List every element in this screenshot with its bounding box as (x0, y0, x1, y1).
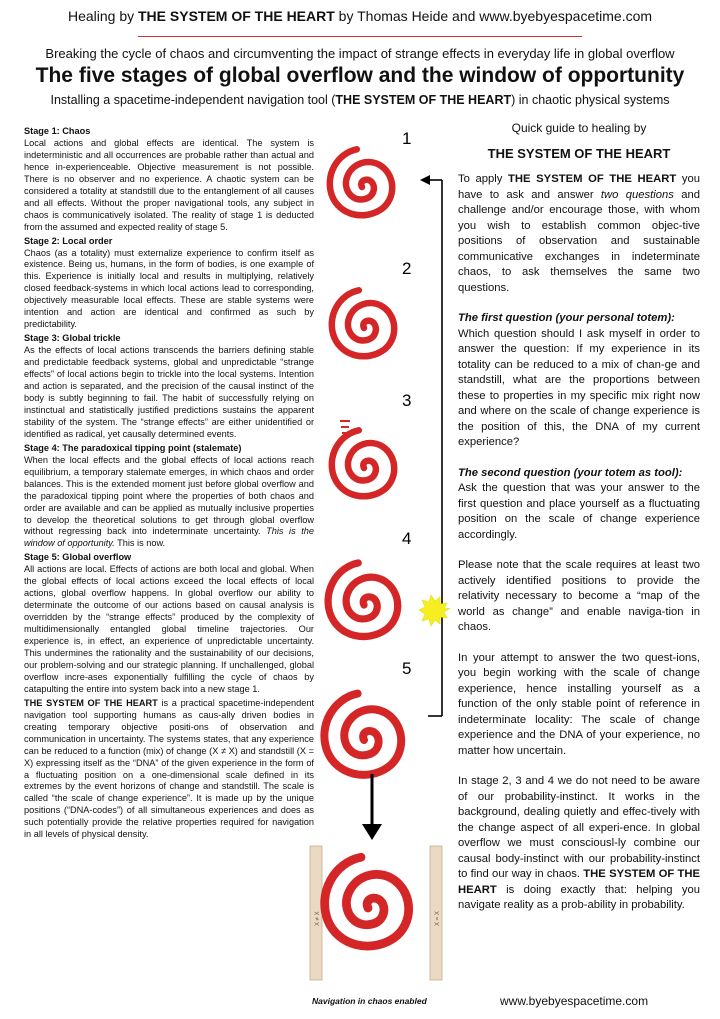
stages-graphic (315, 118, 456, 926)
stage-4-text: When the local effects and the global effects of local actions reach equilibrium, a temporary stalemate emerges, in which chaos and order balances. This is the extended moment just before global overflow and the paradoxical tipping point where the properties of both chaos and order are available and can be applied as mutually inclusive properties to develop the theoretical solutions to get through global overflow without regressing back into indeterminate uncertainty. (24, 454, 314, 537)
system-name: THE SYSTEM OF THE HEART (24, 697, 158, 708)
stage-1-body: Local actions and global effects are identical. The system is indeterministic and all occurrences are probable rather than actual and hence in-experienceable. Objective measurement is not possible. There is no observer and no experience. A chaotic system can be considered a totality at standstill due to the entanglement of all causes and all effects. Without the proper navigational tools, any subject in chaos is communicatively isolated. The reality of stage 1 is deducted from the assumed and expected reality of stage 5. (24, 137, 314, 232)
second-question (458, 466, 700, 544)
stage-2-body: Chaos (as a totality) must externalize experience to confirm itself as existence. Being us, humans, in the form of bodies, is one example of this. Experience is initially local and results in multiplying, relatively closed feedback-systems in which local actions lead to corresponding, objectively measurable local effects. These are stable systems were intention and action are identical and confirmed as such by predictability. (24, 247, 314, 330)
header-bold: THE SYSTEM OF THE HEART (138, 8, 335, 24)
spiral-stage-4 (328, 563, 398, 637)
install-line (0, 93, 720, 107)
stage-number-2: 2 (402, 259, 412, 278)
intro-bold: THE SYSTEM OF THE HEART (508, 173, 677, 185)
first-question-heading: The first question (your personal totem): (458, 312, 675, 324)
footer-url: www.byebyespacetime.com (500, 994, 649, 1008)
intro-italic: two questions (600, 188, 674, 201)
page-title: The five stages of global overflow and the window of opportunity (35, 64, 685, 87)
scale-label-standstill: X = X (435, 911, 441, 926)
header-pre: Healing by (67, 8, 138, 24)
intro-paragraph (458, 172, 700, 296)
stage-4-after: This is now. (117, 538, 166, 549)
stage-3-body: As the effects of local actions transcends the barriers defining stable and predictable feedback systems, global and unpredictable “strange effects” of local actions begin to trickle into the local systems. Intention and action is separated, and the precision of the causal instinct of the body is subtly beginning to fail. The habit of successfully relying on instinctual and statistically justified predictions sustains the apparent stability of the system. The “strange effects” are either unidentified or identified as radical, yet causally determined events. (24, 345, 314, 439)
feedback-arrow (420, 175, 430, 185)
note-paragraph: Please note that the scale requires at least two actively identified positions to provide the relativity necessary to become a “map of the world as change” and enable naviga-tion in chaos. (458, 559, 700, 633)
scale-label-change: X ≠ X (315, 911, 321, 926)
burst-icon (419, 595, 450, 626)
stage-4-body (24, 455, 314, 551)
quick-guide-subtitle: THE SYSTEM OF THE HEART (487, 145, 671, 161)
intro-pre: To apply (458, 173, 509, 185)
attempt-paragraph: In your attempt to answer the two quest-ions, you begin working with the scale of change experience, hence installing yourself as a function of the only stable point of reference in indeterminate locality: The scale of change experience and the DNA of your experience, no matter how uncertain. (458, 651, 700, 757)
install-pre: Installing a spacetime-independent navigation tool ( (50, 93, 336, 107)
stages-paragraph (458, 774, 700, 914)
stage-number-1: 1 (402, 129, 412, 148)
second-question-heading: The second question (your totem as tool): (458, 466, 683, 479)
spiral-stage-3 (332, 430, 394, 496)
system-description (24, 698, 314, 841)
navigation-caption: Navigation in chaos enabled (312, 996, 427, 1006)
stages-column (24, 124, 314, 841)
spiral-navigation (325, 857, 409, 946)
system-text: is a practical spacetime-independent navigation tool supporting humans as caus-ally driven bodies in creating temporary objective positi-ons of observation and communication in uncertainty. The systems states, that any experience can be reduced to a function (mix) of change (X ≠ X) and standstill (X = X) expressing itself as the “DNA” of the given experience in the form of a fluctuating position on a one-dimensional scale defined in its extremes by the event horizons of change and standstill. The scale is called “the scale of change experience”. It is made up by the unique positions (“DNA-codes”) of all simultaneous experiences and does as such potentially provide the relative properties required for navigation in all levels of physical density. (24, 697, 314, 840)
header-rule (138, 36, 582, 37)
stage-5-body: All actions are local. Effects of actions are both local and global. When the global effects of local actions exceed the local effects of local actions, global overflow happens. In global overflow our ability to determinate the outcome of our actions based on causal analysis is overridden by the “strange effects” produced by the complexity of multidimensionally entangled global timeline trajectories. Our experience is, in effect, an experience of unpredictable uncertainty. This undermines the rationality and the sustainability of our decisions, our problem-solving and our strategic planning. If unchallenged, global overflow incre-ases exponentially fulfilling the cycle of chaos by catapulting the entire into system back into a new stage 1. (24, 564, 314, 694)
down-arrow-icon (362, 824, 382, 840)
first-question-body: Which question should I ask myself in order to answer the question: If my experience in its totality can be reduced to a mix of chan-ge and standstill, what are the proportions between these to properties in my specific mix right now and where on the scale of change experience is the position of this, the DNA of my current experience? (458, 327, 700, 448)
stage-4-italic: This is the window of opportunity. (24, 526, 315, 549)
stages-post: is doing exactly that: helping you navigate reality as a prob-ability in probability. (458, 883, 700, 911)
intro-mid: you have to ask and answer (458, 173, 700, 201)
second-question-body: Ask the question that was your answer to the first question and place yourself as a fluctuating position on the scale of change experience accordingly. (458, 482, 700, 541)
stage-1-title: Stage 1: Chaos (24, 126, 91, 136)
quick-guide-title: Quick guide to healing by (511, 121, 647, 135)
first-question (458, 311, 700, 451)
stage-number-3: 3 (402, 391, 412, 410)
intro-post: and challenge and/or encourage those, with whom you wish to establish common objec-tive positions of observation and sustainable communicative exchanges in indeterminate chaos, to ask themselves the same two questions. (458, 188, 700, 294)
header-post: by Thomas Heide and www.byebyespacetime.com (334, 8, 653, 24)
stage-5-title: Stage 5: Global overflow (24, 552, 132, 563)
stage-3-title: Stage 3: Global trickle (24, 333, 121, 344)
spiral-stage-1 (330, 149, 392, 215)
subtitle: Breaking the cycle of chaos and circumventing the impact of strange effects in everyday life in global overflow (45, 46, 675, 61)
stage-number-5: 5 (402, 659, 412, 678)
install-bold: THE SYSTEM OF THE HEART (335, 93, 512, 107)
install-post: ) in chaotic physical systems (511, 93, 670, 107)
stages-pre: In stage 2, 3 and 4 we do not need to be aware of our probability-instinct. It works in the background, dealing quietly and effec-tively with the change aspect of all experi-ence. In global overflow we must consciousl-ly combine our causal body-instinct with our probability-instinct to find our way in chaos. (458, 775, 700, 880)
spiral-stage-5 (324, 694, 401, 775)
stage-number-4: 4 (402, 529, 412, 548)
stages-bold: THE SYSTEM OF THE HEART (458, 868, 700, 896)
stage-2-title: Stage 2: Local order (24, 235, 113, 246)
spiral-stage-2 (332, 290, 394, 356)
quick-guide-column (458, 118, 700, 929)
header (0, 8, 720, 24)
stage-4-title: Stage 4: The paradoxical tipping point (stalemate) (24, 442, 242, 453)
